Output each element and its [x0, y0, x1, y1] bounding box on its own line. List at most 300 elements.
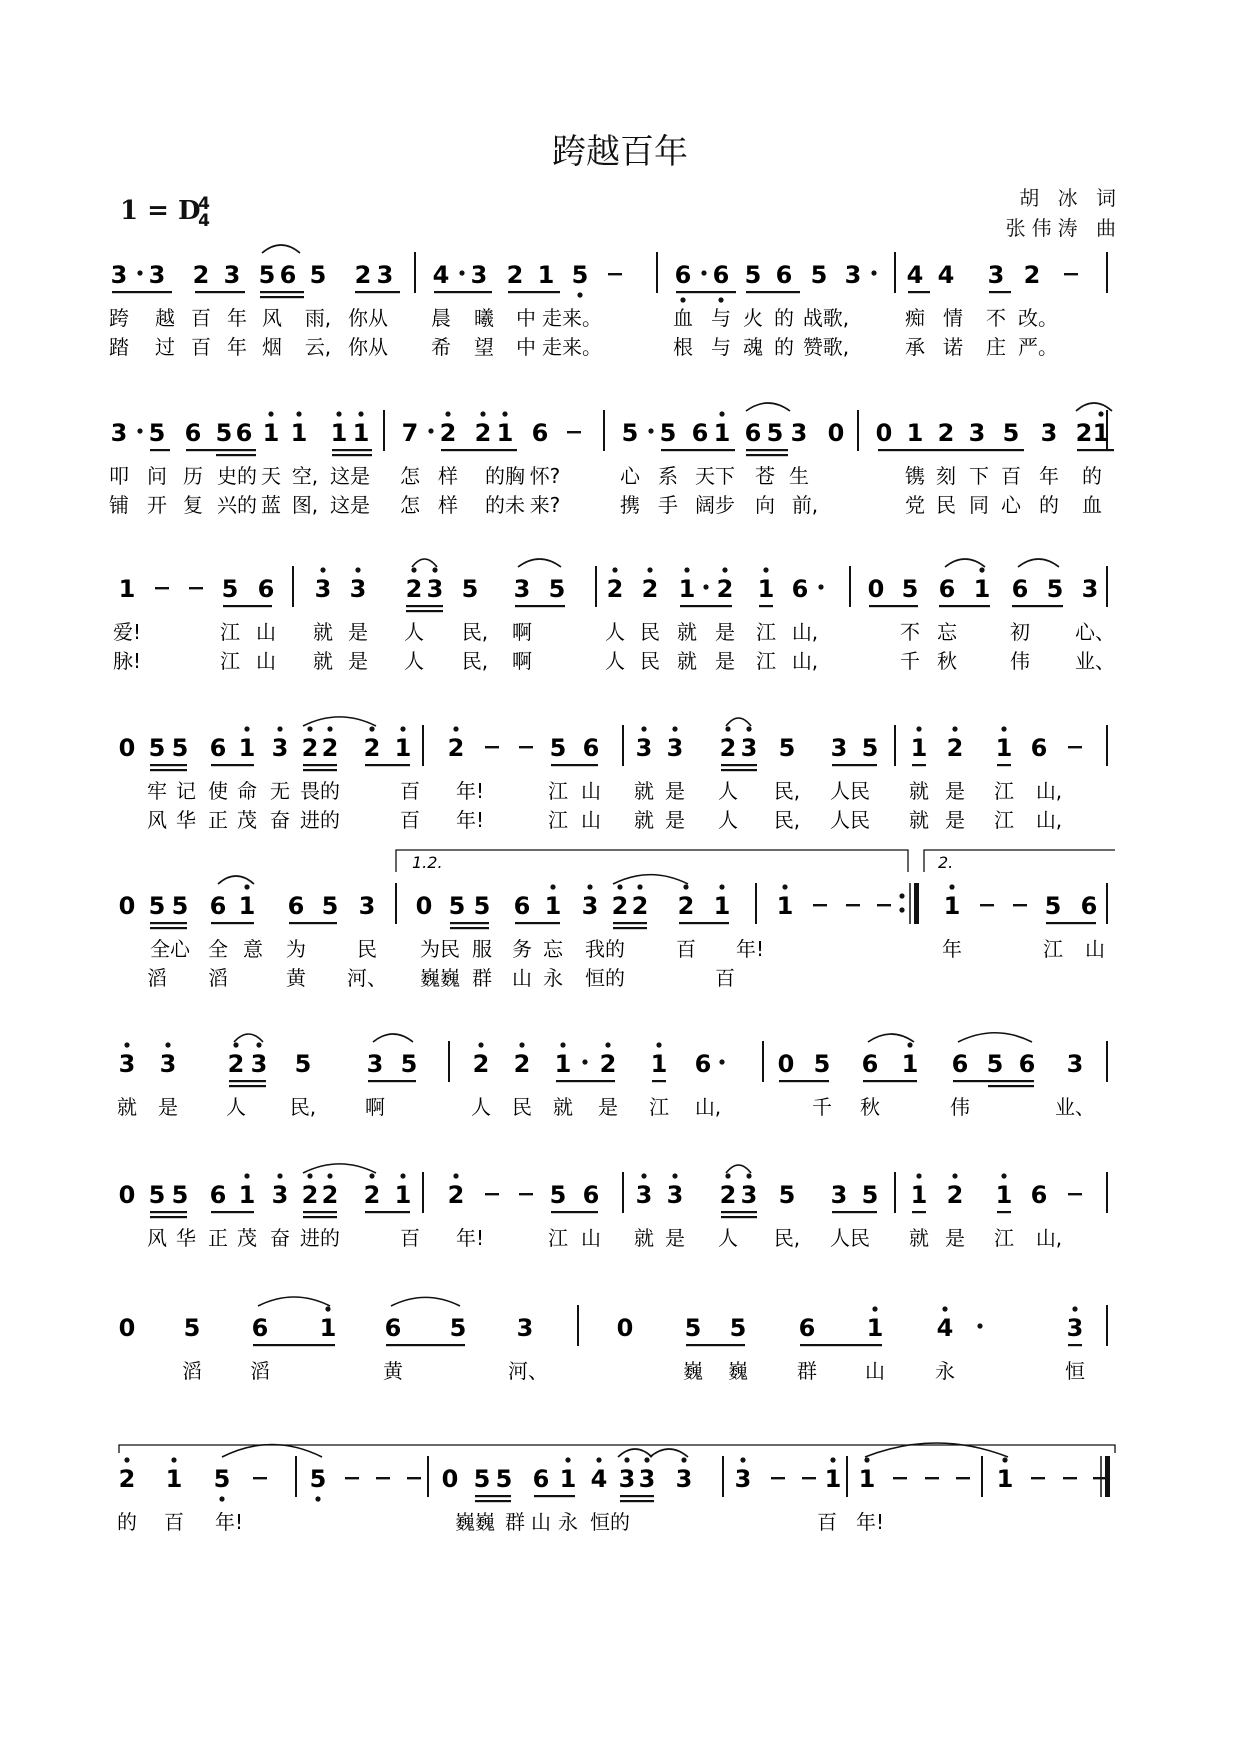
lyric-verse-1: 山	[1085, 937, 1105, 961]
lyric-verse-2: 希	[431, 335, 451, 359]
lyric-verse-1: 无	[270, 779, 290, 803]
augmentation-dot	[701, 270, 706, 275]
slur-arc	[746, 403, 790, 411]
lyric-verse-1: 务	[512, 937, 532, 961]
note: 0	[415, 892, 433, 920]
lyric-verse-1: 爱!	[112, 620, 142, 644]
lyric-verse-2: 怎	[400, 493, 420, 517]
beam-underline	[869, 605, 918, 607]
note: 6	[209, 892, 227, 920]
note: 3	[740, 734, 758, 762]
high-octave-dot	[256, 1042, 261, 1047]
low-octave-dot	[315, 1496, 320, 1501]
augmentation-dot	[818, 584, 823, 589]
high-octave-dot	[411, 567, 416, 572]
note: 5	[986, 1050, 1004, 1078]
slur-arc	[958, 1033, 1032, 1042]
lyric-verse-2: 就	[677, 649, 697, 673]
augmentation-dot	[459, 270, 464, 275]
note: 5	[171, 1181, 189, 1209]
lyric-verse-2: 江	[548, 808, 568, 832]
high-octave-dot	[124, 1457, 129, 1462]
high-octave-dot	[722, 567, 727, 572]
lyric-verse-2: 就	[313, 649, 333, 673]
high-octave-dot	[268, 411, 273, 416]
note: 1	[776, 892, 794, 920]
augmentation-dot	[582, 1059, 587, 1064]
high-octave-dot	[165, 1042, 170, 1047]
dash-sustain	[1063, 1477, 1077, 1479]
note: 6	[691, 419, 709, 447]
dash-sustain	[893, 1477, 907, 1479]
lyric-verse-1: 年!	[214, 1510, 244, 1534]
note: 5	[621, 419, 639, 447]
beam-underline	[406, 605, 443, 607]
beam-underline	[332, 454, 372, 456]
note: 2	[474, 419, 492, 447]
beam-underline	[620, 1495, 654, 1497]
note: 2	[321, 1181, 339, 1209]
note: 5	[744, 261, 762, 289]
lyric-verse-1: 天	[261, 464, 281, 488]
lyric-verse-1: 山	[581, 1226, 601, 1250]
note: 5	[810, 261, 828, 289]
lyric-verse-2: 铺	[109, 493, 129, 517]
beam-underline	[908, 291, 930, 293]
high-octave-dot	[637, 884, 642, 889]
beam-underline	[1046, 922, 1096, 924]
high-octave-dot	[725, 1173, 730, 1178]
lyric-verse-1: 怀?	[529, 464, 561, 488]
lyric-verse-2: 诺	[943, 335, 963, 359]
lyric-verse-1: 山,	[694, 1095, 722, 1119]
lyric-verse-1: 血	[673, 306, 693, 330]
note: 3	[148, 261, 166, 289]
lyric-verse-1: 巍	[683, 1359, 703, 1383]
lyric-verse-2: 心	[1001, 493, 1021, 517]
note: 1	[496, 419, 514, 447]
lyric-verse-1: 是	[158, 1095, 178, 1119]
lyric-verse-1: 就	[634, 779, 654, 803]
lyric-verse-2: 民,	[773, 808, 801, 832]
note: 2	[1023, 261, 1041, 289]
lyric-verse-2: 茂	[237, 808, 257, 832]
beam-underline	[721, 1211, 757, 1213]
beam-underline	[303, 764, 337, 766]
note: 2	[946, 734, 964, 762]
beam-underline	[997, 764, 1011, 766]
beam-underline	[365, 1211, 410, 1213]
beam-underline	[721, 764, 757, 766]
lyric-verse-1: 巍巍	[455, 1510, 495, 1534]
beam-underline	[150, 764, 187, 766]
lyric-verse-1: 为民	[420, 937, 460, 961]
note: 2	[363, 1181, 381, 1209]
note: 0	[441, 1465, 459, 1493]
lyric-verse-1: 人	[471, 1095, 491, 1119]
high-octave-dot	[1001, 1173, 1006, 1178]
high-octave-dot	[400, 726, 405, 731]
high-octave-dot	[746, 1173, 751, 1178]
note: 5	[766, 419, 784, 447]
high-octave-dot	[355, 567, 360, 572]
lyric-verse-1: 民,	[773, 779, 801, 803]
note: 1	[537, 261, 555, 289]
key-signature: 1 = D	[120, 196, 201, 226]
lyric-verse-1: 山,	[1035, 779, 1063, 803]
note: 3	[844, 261, 862, 289]
note: 1	[678, 575, 696, 603]
high-octave-dot	[400, 1173, 405, 1178]
lyric-verse-1: 跨	[109, 306, 129, 330]
lyric-verse-2: 手	[658, 493, 678, 517]
dash-sustain	[1064, 273, 1078, 275]
note: 3	[159, 1050, 177, 1078]
note: 5	[448, 892, 466, 920]
beam-underline	[988, 1085, 1034, 1087]
beam-underline	[679, 922, 729, 924]
lyric-verse-1: 年!	[455, 779, 485, 803]
slur-arc	[412, 559, 437, 567]
dash-sustain	[345, 1477, 359, 1479]
note: 6	[582, 734, 600, 762]
lyric-verse-2: 携	[620, 493, 640, 517]
lyric-verse-1: 人	[605, 620, 625, 644]
high-octave-dot	[277, 726, 282, 731]
lyric-verse-1: 情	[943, 306, 963, 330]
high-octave-dot	[445, 411, 450, 416]
lyric-verse-1: 下	[969, 464, 989, 488]
lyric-verse-1: 怎	[400, 464, 420, 488]
high-octave-dot	[453, 1173, 458, 1178]
note: 3	[666, 1181, 684, 1209]
lyric-verse-2: 的	[1039, 493, 1059, 517]
lyric-verse-1: 走来。	[542, 306, 602, 330]
lyric-verse-1: 心	[620, 464, 640, 488]
lyric-verse-1: 中	[516, 306, 536, 330]
slur-arc	[613, 875, 688, 884]
lyric-verse-2: 根	[673, 335, 693, 359]
note: 5	[148, 419, 166, 447]
lyric-verse-2: 山	[581, 808, 601, 832]
lyric-verse-1: 山,	[1035, 1226, 1063, 1250]
note: 4	[936, 1314, 954, 1342]
beam-underline	[211, 1211, 254, 1213]
lyric-verse-1: 年!	[855, 1510, 885, 1534]
lyric-verse-2: 恒的	[585, 966, 625, 990]
time-signature-top: 4	[198, 194, 210, 214]
beam-underline	[216, 454, 256, 456]
note: 5	[684, 1314, 702, 1342]
lyric-verse-2: 河、	[347, 966, 387, 990]
note: 0	[867, 575, 885, 603]
note: 5	[400, 1050, 418, 1078]
slur-arc	[262, 245, 300, 253]
beam-underline	[229, 1080, 266, 1082]
note: 1	[824, 1465, 842, 1493]
augmentation-dot	[137, 428, 142, 433]
lyric-verse-2: 人	[404, 649, 424, 673]
lyric-verse-2: 样	[438, 493, 458, 517]
lyric-verse-1: 江	[994, 779, 1014, 803]
note: 3	[366, 1050, 384, 1078]
lyric-verse-1: 就	[117, 1095, 137, 1119]
note: 5	[171, 734, 189, 762]
lyric-verse-1: 年	[942, 937, 962, 961]
note: 1	[901, 1050, 919, 1078]
note: 6	[513, 892, 531, 920]
lyric-verse-2: 踏	[109, 335, 129, 359]
note: 6	[257, 575, 275, 603]
high-octave-dot	[916, 726, 921, 731]
note: 2	[677, 892, 695, 920]
note: 6	[384, 1314, 402, 1342]
note: 1	[559, 1465, 577, 1493]
high-octave-dot	[617, 884, 622, 889]
lyric-verse-2: 赞歌,	[802, 335, 850, 359]
beam-underline	[551, 1211, 598, 1213]
note: 5	[213, 1465, 231, 1493]
lyric-verse-2: 群	[472, 966, 492, 990]
note: 5	[571, 261, 589, 289]
lyric-verse-1: 的	[774, 306, 794, 330]
lyric-verse-2: 严。	[1018, 335, 1058, 359]
note: 1	[866, 1314, 884, 1342]
lyric-verse-1: 江	[548, 779, 568, 803]
beam-underline	[406, 610, 443, 612]
note: 6	[1030, 1181, 1048, 1209]
dash-sustain	[956, 1477, 970, 1479]
note: 2	[606, 575, 624, 603]
lyric-verse-1: 是	[665, 1226, 685, 1250]
high-octave-dot	[244, 884, 249, 889]
lyric-verse-1: 人	[718, 779, 738, 803]
beam-underline	[303, 1216, 337, 1218]
beam-underline	[303, 769, 337, 771]
note: 6	[531, 419, 549, 447]
high-octave-dot	[719, 411, 724, 416]
note: 3	[666, 734, 684, 762]
lyric-verse-2: 走来。	[542, 335, 602, 359]
beam-underline	[150, 927, 187, 929]
lyric-verse-2: 与	[711, 335, 731, 359]
note: 3	[987, 261, 1005, 289]
high-octave-dot	[872, 1306, 877, 1311]
lyric-verse-2: 年	[227, 335, 247, 359]
beam-underline	[508, 291, 560, 293]
beam-underline	[686, 1344, 745, 1346]
lyric-verse-1: 改。	[1018, 306, 1058, 330]
note: 0	[827, 419, 845, 447]
high-octave-dot	[746, 726, 751, 731]
note: 5	[321, 892, 339, 920]
lyric-verse-1: 刻	[936, 464, 956, 488]
note: 2	[631, 892, 649, 920]
beam-underline	[1068, 1344, 1082, 1346]
lyric-verse-1: 越	[155, 306, 175, 330]
lyric-verse-2: 图,	[291, 493, 319, 517]
lyric-verse-2: 的未	[485, 493, 525, 517]
note: 6	[235, 419, 253, 447]
lyric-verse-1: 空,	[291, 464, 319, 488]
note: 5	[778, 1181, 796, 1209]
augmentation-dot	[137, 270, 142, 275]
lyric-verse-1: 忘	[543, 937, 563, 961]
beam-underline	[680, 605, 732, 607]
note: 5	[183, 1314, 201, 1342]
lyric-verse-1: 百	[400, 779, 420, 803]
note: 1	[238, 1181, 256, 1209]
lyric-verse-2: 百	[715, 966, 735, 990]
dash-sustain	[567, 431, 581, 433]
high-octave-dot	[916, 1173, 921, 1178]
beam-underline	[613, 922, 647, 924]
lyric-verse-1: 江	[756, 620, 776, 644]
beam-underline	[150, 449, 170, 451]
volta-label-first: 1.2.	[412, 853, 443, 872]
beam-underline	[150, 1211, 187, 1213]
lyric-verse-2: 是	[348, 649, 368, 673]
slur-arc	[1018, 559, 1059, 567]
note: 3	[110, 261, 128, 289]
lyric-verse-2: 永	[543, 966, 563, 990]
note: 1	[554, 1050, 572, 1078]
lyric-verse-1: 不	[900, 620, 920, 644]
high-octave-dot	[656, 1042, 661, 1047]
note: 5	[258, 261, 276, 289]
lyric-verse-1: 百	[1001, 464, 1021, 488]
lyric-verse-1: 人民	[830, 779, 870, 803]
note: 1	[394, 1181, 412, 1209]
note: 3	[271, 734, 289, 762]
note: 2	[599, 1050, 617, 1078]
lyric-verse-1: 曦	[474, 306, 494, 330]
note: 2	[227, 1050, 245, 1078]
note: 2	[472, 1050, 490, 1078]
note: 2	[513, 1050, 531, 1078]
note: 3	[830, 734, 848, 762]
note: 1	[713, 892, 731, 920]
lyric-verse-1: 伟	[950, 1095, 970, 1119]
time-signature-bottom: 4	[198, 211, 210, 231]
high-octave-dot	[864, 1457, 869, 1462]
note: 1	[757, 575, 775, 603]
high-octave-dot	[453, 726, 458, 731]
lyric-verse-1: 雨,	[304, 306, 332, 330]
dash-sustain	[877, 904, 891, 906]
beam-underline	[150, 922, 187, 924]
note: 2	[301, 1181, 319, 1209]
slur-arc	[218, 876, 254, 884]
note: 5	[495, 1465, 513, 1493]
lyric-verse-2: 承	[905, 335, 925, 359]
slur-arc	[303, 717, 376, 726]
note: 2	[1075, 419, 1093, 447]
lyric-verse-2: 进的	[300, 808, 340, 832]
beam-underline	[779, 1080, 829, 1082]
note: 1	[319, 1314, 337, 1342]
high-octave-dot	[244, 1173, 249, 1178]
lyric-verse-2: 风	[147, 808, 167, 832]
note: 2	[363, 734, 381, 762]
lyric-verse-2: 是	[945, 808, 965, 832]
high-octave-dot	[1001, 726, 1006, 731]
repeat-dot	[899, 893, 904, 898]
lyric-verse-1: 是	[945, 1226, 965, 1250]
augmentation-dot	[977, 1323, 982, 1328]
dash-sustain	[1093, 1477, 1107, 1479]
note: 1	[118, 575, 136, 603]
note: 0	[118, 1181, 136, 1209]
note: 1	[910, 1181, 928, 1209]
lyric-verse-1: 华	[176, 1226, 196, 1250]
note: 3	[635, 1181, 653, 1209]
high-octave-dot	[327, 726, 332, 731]
high-octave-dot	[478, 1042, 483, 1047]
lyric-verse-2: 阔步	[695, 493, 735, 517]
beam-underline	[746, 291, 800, 293]
lyric-verse-2: 魂	[743, 335, 763, 359]
note: 1	[650, 1050, 668, 1078]
lyric-verse-1: 生	[789, 464, 809, 488]
slur-arc	[726, 718, 751, 726]
lyric-verse-1: 江	[1043, 937, 1063, 961]
note: 3	[358, 892, 376, 920]
high-octave-dot	[782, 884, 787, 889]
beam-underline	[150, 1216, 187, 1218]
lyric-verse-1: 年!	[455, 1226, 485, 1250]
lyric-verse-1: 百	[164, 1510, 184, 1534]
lyric-verse-1: 群	[505, 1510, 525, 1534]
lyric-verse-1: 就	[553, 1095, 573, 1119]
dash-sustain	[802, 1477, 816, 1479]
beam-underline	[332, 449, 372, 451]
high-octave-dot	[952, 726, 957, 731]
note: 6	[1080, 892, 1098, 920]
lyric-verse-2: 山,	[791, 649, 819, 673]
lyric-verse-1: 江	[548, 1226, 568, 1250]
lyric-verse-1: 心、	[1075, 620, 1115, 644]
note: 6	[938, 575, 956, 603]
note: 2	[641, 575, 659, 603]
lyric-verse-1: 秋	[860, 1095, 880, 1119]
lyric-verse-2: 复	[183, 493, 203, 517]
lyric-verse-1: 人	[404, 620, 424, 644]
high-octave-dot	[124, 1042, 129, 1047]
beam-underline	[912, 1211, 926, 1213]
note: 1	[973, 575, 991, 603]
note: 1	[995, 1181, 1013, 1209]
high-octave-dot	[942, 1306, 947, 1311]
high-octave-dot	[672, 1173, 677, 1178]
note: 2	[611, 892, 629, 920]
dash-sustain	[519, 746, 533, 748]
note: 2	[447, 734, 465, 762]
lyric-verse-1: 奋	[270, 1226, 290, 1250]
lyric-verse-2: 中	[516, 335, 536, 359]
lyric-verse-2: 望	[474, 335, 494, 359]
note: 5	[148, 892, 166, 920]
high-octave-dot	[550, 884, 555, 889]
note: 3	[830, 1181, 848, 1209]
lyric-verse-1: 滔	[182, 1359, 202, 1383]
note: 6	[1018, 1050, 1036, 1078]
note: 3	[675, 1465, 693, 1493]
composer-credit: 张伟涛 曲	[1005, 216, 1122, 240]
note: 2	[439, 419, 457, 447]
lyric-verse-1: 使	[208, 779, 228, 803]
note: 6	[184, 419, 202, 447]
